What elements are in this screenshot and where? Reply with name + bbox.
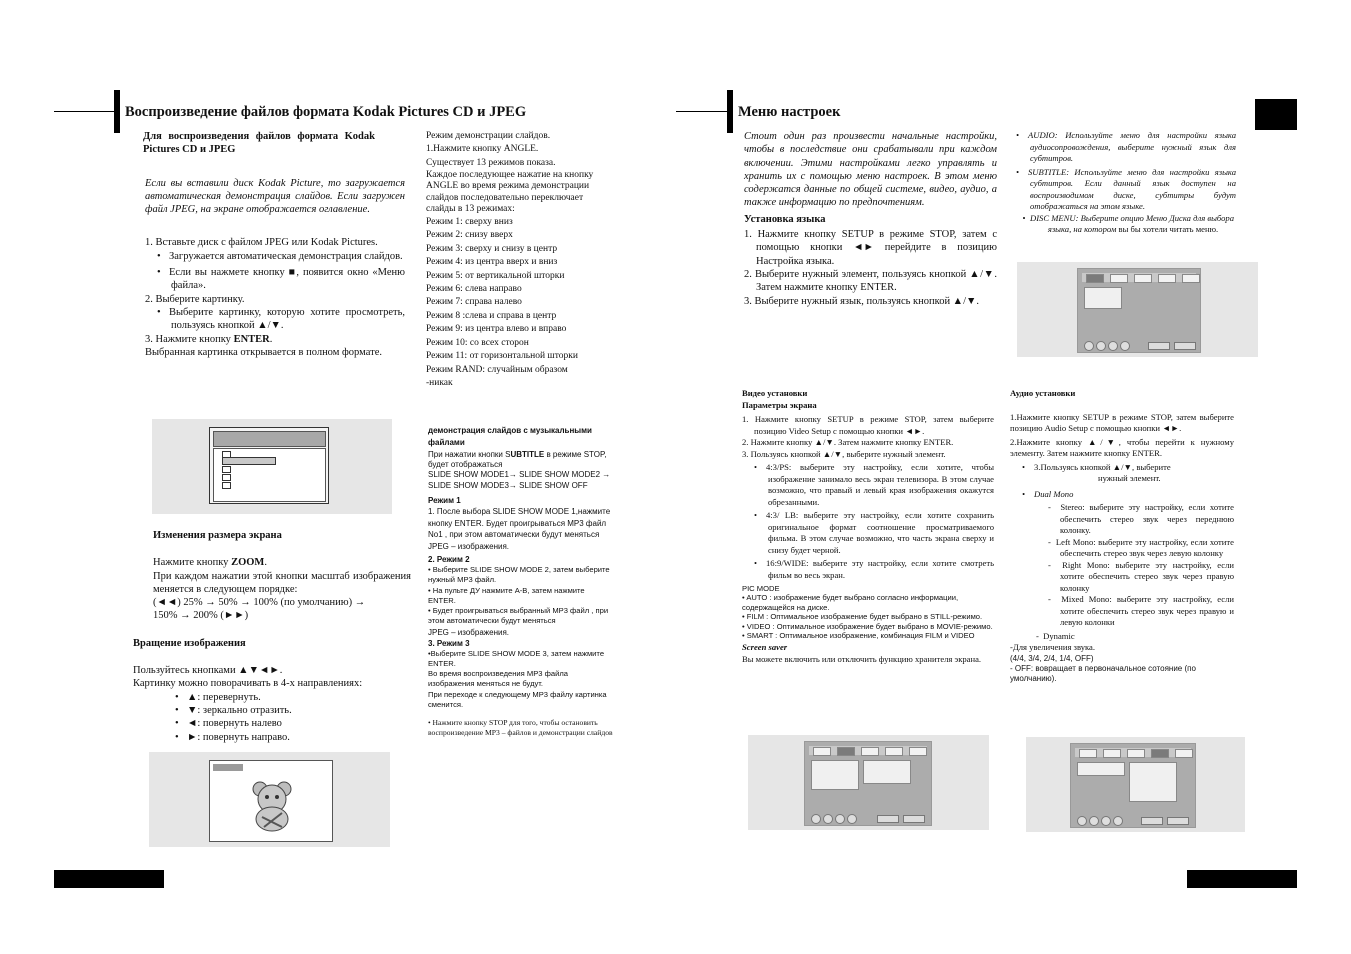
pic-mode-item: • SMART : Оптимальное изображение, комбинация FILM и VIDEO bbox=[742, 631, 975, 641]
jpeg-step-2: 2. Выберите картинку. bbox=[145, 293, 245, 305]
aspect-option: • 4:3/ LB: выберите эту настройку, если хотите сохранить оригинальное формат соотношение просматриваемого фильма. В этом случае возможно, что часть экрана сверху и снизу будет черной. bbox=[768, 510, 994, 556]
settings-intro-text: Стоит один раз произвести начальные настройки, чтобы в последствие они срабатывали при каждом включении. Этими настройками легко управлять и хранить их с помощью меню настроек. В этом меню содержатся данные по общей системе, видео, аудио, а также информацию по предпочтениям. bbox=[744, 131, 997, 209]
nav-button-icon bbox=[1077, 816, 1087, 826]
file-icon bbox=[222, 482, 231, 489]
exit-button-icon bbox=[1167, 817, 1189, 825]
left-footer-bar bbox=[54, 870, 164, 888]
mode-3-text-1: •Выберите SLIDE SHOW MODE 3, затем нажмите ENTER. bbox=[428, 648, 605, 669]
preference-tab-icon bbox=[1175, 749, 1193, 758]
music-slideshow-instruction: При нажатии кнопки SUBTITLE в режиме STOP, будет отображаться bbox=[428, 450, 607, 470]
left-header-rule bbox=[54, 111, 116, 112]
dual-mono-option: - Left Mono: выберите эту настройку, если хотите обеспечить стерео звук через левую колонку bbox=[1048, 536, 1234, 558]
video-setup-section bbox=[742, 388, 994, 665]
volume-values: (4/4, 3/4, 2/4, 1/4, OFF) bbox=[1010, 653, 1094, 663]
left-column-1 bbox=[133, 130, 405, 359]
pic-mode-heading: PIC MODE bbox=[742, 584, 780, 593]
language-step: 2. Выберите нужный элемент, пользуясь кнопкой ▲/▼. Затем нажмите кнопку ENTER. bbox=[744, 268, 997, 294]
pic-mode-item: • AUTO : изображение будет выбрано согласно информации, содержащейся на диске. bbox=[742, 593, 959, 612]
dual-mono-option: - Right Mono: выберите эту настройку, если хотите обеспечить стерео звук через правую колонку bbox=[1048, 559, 1234, 593]
exit-button-icon bbox=[1174, 342, 1196, 350]
setup-button-icon bbox=[877, 815, 899, 823]
display-tab-icon bbox=[1151, 749, 1169, 758]
nav-button-icon bbox=[1096, 341, 1106, 351]
file-menu-list bbox=[213, 448, 326, 502]
slideshow-mode: Режим 7: справа налево bbox=[426, 297, 522, 308]
dual-mono-heading: • Dual Mono bbox=[1036, 489, 1234, 501]
jpeg-intro-heading: Для воспроизведения файлов формата Kodak Pictures CD и JPEG bbox=[143, 131, 375, 156]
video-step: 3. Пользуясь кнопкой ▲/▼, выберите нужный элемент. bbox=[742, 448, 946, 459]
mode-3-text-2: Во время воспроизведения MP3 файла изображения меняться не будут. bbox=[428, 669, 568, 689]
pic-mode-item: • FILM : Оптимальное изображение будет выбрано в STILL-режимо. bbox=[742, 612, 983, 622]
mode-1-heading: Режим 1 bbox=[428, 495, 461, 505]
picture-preview-screen bbox=[209, 760, 333, 842]
nav-button-icon bbox=[1089, 816, 1099, 826]
audio-tab-icon bbox=[1134, 274, 1152, 283]
picture-preview-illustration bbox=[149, 752, 390, 847]
audio-tab-icon bbox=[861, 747, 879, 756]
setup-menu-list bbox=[1084, 287, 1122, 309]
audio-language-bullet: • AUDIO: Используйте меню для настройки языка аудиосопровождения, выберите нужный язык для субтитров. bbox=[1030, 130, 1236, 165]
exit-button-icon bbox=[903, 815, 925, 823]
display-tab-icon bbox=[1158, 274, 1176, 283]
jpeg-step-1: 1. Вставьте диск с файлом JPEG или Kodak Pictures. bbox=[145, 237, 378, 249]
right-header-marker bbox=[727, 90, 733, 133]
video-step: 2. Нажмите кнопку ▲/▼. Затем нажмите кнопку ENTER. bbox=[742, 437, 954, 447]
rotate-item: • ►: повернуть направо. bbox=[189, 731, 411, 744]
slideshow-line: Режим демонстрации слайдов. bbox=[426, 131, 551, 141]
rotate-item: • ▲: перевернуть. bbox=[189, 691, 411, 704]
pic-mode-item: • VIDEO : Оптимальное изображение будет выбрано в MOVIE-режимо. bbox=[742, 621, 993, 631]
preference-tab-icon bbox=[1182, 274, 1200, 283]
slideshow-line: 1.Нажмите кнопку ANGLE. bbox=[426, 144, 539, 155]
slideshow-line: Существует 13 режимов показа. bbox=[426, 157, 556, 168]
jpeg-step-2-bullet: • Выберите картинку, которую хотите просмотреть, пользуясь кнопкой ▲/▼. bbox=[171, 306, 405, 333]
right-header-rule bbox=[676, 111, 730, 112]
jpeg-step-3: 3. Нажмите кнопку ENTER. bbox=[145, 333, 273, 345]
setup-screen bbox=[1070, 743, 1196, 828]
language-tab-icon bbox=[1086, 274, 1104, 283]
rotate-item: • ▼: зеркально отразить. bbox=[189, 704, 411, 717]
audio-tab-icon bbox=[1127, 749, 1145, 758]
zoom-sequence-2: 150% → 200% (►►) bbox=[153, 610, 249, 622]
left-column-2 bbox=[426, 130, 614, 389]
nav-button-icon bbox=[1108, 341, 1118, 351]
screen-saver-heading: Screen saver bbox=[742, 642, 788, 653]
screen-saver-text: Вы можете включить или отключить функцию хранителя экрана. bbox=[742, 653, 982, 664]
mode-2-item: • На пульте ДУ нажмите A-B, затем нажмите ENTER. bbox=[428, 585, 585, 605]
slideshow-mode: Режим 11: от горизонтальной шторки bbox=[426, 351, 578, 362]
nav-button-icon bbox=[835, 814, 845, 824]
file-icon bbox=[222, 466, 231, 473]
zoom-instruction: Нажмите кнопку ZOOM. bbox=[153, 557, 267, 569]
dynamic-option: - Dynamic bbox=[1036, 630, 1075, 641]
setup-button-icon bbox=[1148, 342, 1170, 350]
language-step: 1. Нажмите кнопку SETUP в режиме STOP, затем с помощью кнопки ◄► перейдите в позицию Настройка языка. bbox=[744, 229, 997, 267]
video-setup-illustration bbox=[748, 735, 989, 830]
right-column-2-top bbox=[1030, 130, 1236, 236]
right-page-title: Меню настроек bbox=[738, 104, 841, 120]
slideshow-mode: Режим 8 :слева и справа в центр bbox=[426, 310, 557, 321]
slideshow-mode: Режим 3: сверху и снизу в центр bbox=[426, 243, 558, 254]
preference-tab-icon bbox=[909, 747, 927, 756]
rotate-item: • ◄: повернуть налево bbox=[189, 717, 411, 730]
music-slideshow-modes: SLIDE SHOW MODE1→ SLIDE SHOW MODE2 → SLIDE SHOW MODE3→ SLIDE SHOW OFF bbox=[428, 470, 611, 490]
dual-mono-option: - Mixed Mono: выберите эту настройку, если хотите обеспечить стерео звук через правую и левую колонки bbox=[1048, 594, 1234, 627]
rotate-heading: Вращение изображения bbox=[133, 637, 246, 649]
language-tab-icon bbox=[813, 747, 831, 756]
off-note: - OFF: вовращает в первоначальное сотояние (по умолчанию). bbox=[1010, 663, 1196, 683]
left-column-1-lower bbox=[133, 529, 411, 744]
nav-button-icon bbox=[1084, 341, 1094, 351]
nav-button-icon bbox=[1120, 341, 1130, 351]
slideshow-mode: Режим RAND: случайным образом bbox=[426, 364, 568, 375]
mode-2-tail: JPEG – изображения. bbox=[428, 628, 510, 638]
video-tab-icon bbox=[1103, 749, 1121, 758]
audio-step: 1.Нажмите кнопку SETUP в режиме STOP, затем выберите позицию Audio Setup с помощью кнопки ◄►. bbox=[1010, 411, 1234, 433]
left-page-title: Воспроизведение файлов формата Kodak Pictures CD и JPEG bbox=[125, 104, 527, 120]
video-tab-icon bbox=[837, 747, 855, 756]
music-slideshow-section bbox=[428, 425, 614, 738]
rotate-text-1: Пользуйтесь кнопками ▲▼◄►. bbox=[133, 665, 283, 677]
left-header-marker bbox=[114, 90, 120, 133]
setup-submenu-list bbox=[863, 760, 911, 784]
slideshow-mode: Режим 10: со всех сторон bbox=[426, 337, 529, 348]
jpeg-step-1-bullet-2: • Если вы нажмете кнопку ■, появится окно «Меню файла». bbox=[171, 266, 405, 293]
mode-2-item: • Будет проигрываться выбранный MP3 файл , при этом автоматически будут меняться bbox=[428, 606, 609, 626]
rotate-text-2: Картинку можно поворачивать в 4-х направлениях: bbox=[133, 678, 363, 690]
bear-picture-icon bbox=[244, 777, 300, 833]
language-tab-icon bbox=[1079, 749, 1097, 758]
aspect-option: • 16:9/WIDE: выберите эту настройку, если хотите смотреть фильм во весь экран. bbox=[768, 558, 994, 581]
nav-button-icon bbox=[823, 814, 833, 824]
aspect-option: • 4:3/PS: выберите эту настройку, если хотите, чтобы изображение занимало весь экран телевизора. В этом случае возможно, что правый и левый края изображения окажутся обрезанными. bbox=[768, 462, 994, 508]
zoom-sequence-1: (◄◄) 25% → 50% → 100% (по умолчанию) → bbox=[153, 597, 366, 609]
slideshow-mode: -никак bbox=[426, 377, 453, 388]
language-setup-heading: Установка языка bbox=[744, 213, 826, 225]
mode-3-text-3: При переходе к следующему MP3 файлу картинка сменится. bbox=[428, 689, 607, 709]
slideshow-mode: Режим 4: из центра вверх и вниз bbox=[426, 257, 558, 268]
audio-setup-heading: Аудио установки bbox=[1010, 388, 1076, 398]
nav-button-icon bbox=[847, 814, 857, 824]
setup-screen bbox=[1077, 268, 1201, 353]
audio-setup-section bbox=[1010, 388, 1234, 684]
slideshow-line: Каждое последующее нажатие на кнопку ANGLE во время режима демонстрации слайдов последовательно переключает слайды в 13 режимах: bbox=[426, 170, 594, 214]
slideshow-mode: Режим 6: слева направо bbox=[426, 284, 522, 295]
language-setup-illustration bbox=[1017, 262, 1258, 357]
setup-button-icon bbox=[1141, 817, 1163, 825]
disc-menu-bullet: • DISC MENU: Выберите опцию Меню Диска для выбора языка, на котором вы бы хотели читать меню. bbox=[1030, 213, 1236, 236]
nav-button-icon bbox=[811, 814, 821, 824]
file-icon bbox=[222, 474, 231, 481]
subtitle-language-bullet: • SUBTITLE: Используйте меню для настройки языка субтитров. Если данный язык доступен на воспроизводимом диске, субтитры будут отображаться на этом языке. bbox=[1030, 167, 1236, 213]
audio-setup-illustration bbox=[1026, 737, 1245, 832]
right-footer-bar bbox=[1187, 870, 1297, 888]
video-tab-icon bbox=[1110, 274, 1128, 283]
video-step: 1. Нажмите кнопку SETUP в режиме STOP, затем выберите позицию Video Setup с помощью кнопки ◄►. bbox=[742, 414, 994, 436]
jpeg-step-3-result: Выбранная картинка открывается в полном формате. bbox=[145, 346, 382, 358]
display-tab-icon bbox=[885, 747, 903, 756]
mode-3-heading: 3. Режим 3 bbox=[428, 638, 470, 648]
dual-mono-option: - Stereo: выберите эту настройку, если хотите обеспечить стерео звук через переднюю колонку. bbox=[1048, 502, 1234, 535]
right-corner-tab bbox=[1255, 99, 1297, 130]
slideshow-mode: Режим 1: сверху вниз bbox=[426, 217, 513, 228]
file-menu-screen bbox=[209, 427, 329, 504]
jpeg-intro-text: Если вы вставили диск Kodak Picture, то загружается автоматическая демонстрация слайдов. Если загружен файл JPEG, на экране отображается оглавление. bbox=[145, 177, 405, 216]
file-menu-header bbox=[213, 431, 326, 447]
audio-step: 2.Нажмите кнопку ▲/▼, чтобы перейти к нужному элементу. Затем нажмите кнопку ENTER. bbox=[1010, 436, 1234, 458]
slideshow-mode: Режим 2: снизу вверх bbox=[426, 230, 513, 241]
right-column-1 bbox=[744, 130, 997, 308]
video-setup-heading: Видео установки bbox=[742, 388, 808, 398]
zoom-indicator bbox=[213, 764, 243, 771]
setup-submenu-list bbox=[1129, 762, 1177, 802]
nav-button-icon bbox=[1113, 816, 1123, 826]
setup-screen bbox=[804, 741, 932, 826]
slideshow-mode: Режим 5: от вертикальной шторки bbox=[426, 270, 565, 281]
zoom-heading: Изменения размера экрана bbox=[153, 530, 282, 541]
stop-icon: ■ bbox=[288, 267, 297, 279]
slideshow-mode: Режим 9: из центра влево и вправо bbox=[426, 324, 567, 335]
music-slideshow-heading: демонстрация слайдов с музыкальными файлами bbox=[428, 426, 592, 447]
setup-menu-list bbox=[1077, 762, 1125, 776]
volume-note: -Для увеличения звука. bbox=[1010, 642, 1096, 652]
mode-2-item: • Выберите SLIDE SHOW MODE 2, затем выберите нужный MP3 файл. bbox=[428, 565, 610, 585]
file-row-selected bbox=[222, 457, 276, 465]
stop-note: • Нажмите кнопку STOP для того, чтобы остановить воспроизведение MP3 – файлов и демонстрации слайдов bbox=[428, 718, 613, 738]
audio-step-3: • 3.Пользуясь кнопкой ▲/▼, выберите нужный элемент. bbox=[1036, 462, 1234, 485]
mode-2-heading: 2. Режим 2 bbox=[428, 555, 470, 565]
jpeg-step-1-bullet-1: • Загружается автоматическая демонстрация слайдов. bbox=[171, 250, 405, 263]
zoom-text: При каждом нажатии этой кнопки масштаб изображения меняется в следующем порядке: bbox=[153, 570, 411, 595]
file-menu-illustration bbox=[152, 419, 392, 514]
screen-params-heading: Параметры экрана bbox=[742, 399, 817, 410]
language-step: 3. Выберите нужный язык, пользуясь кнопкой ▲/▼. bbox=[744, 295, 980, 307]
mode-1-text: 1. После выбора SLIDE SHOW MODE 1,нажмите кнопку ENTER. Будет проигрываться MP3 файл No1 , при этом автоматически будут меняться JPEG – изображения. bbox=[428, 507, 611, 551]
setup-menu-list bbox=[811, 760, 859, 790]
nav-button-icon bbox=[1101, 816, 1111, 826]
